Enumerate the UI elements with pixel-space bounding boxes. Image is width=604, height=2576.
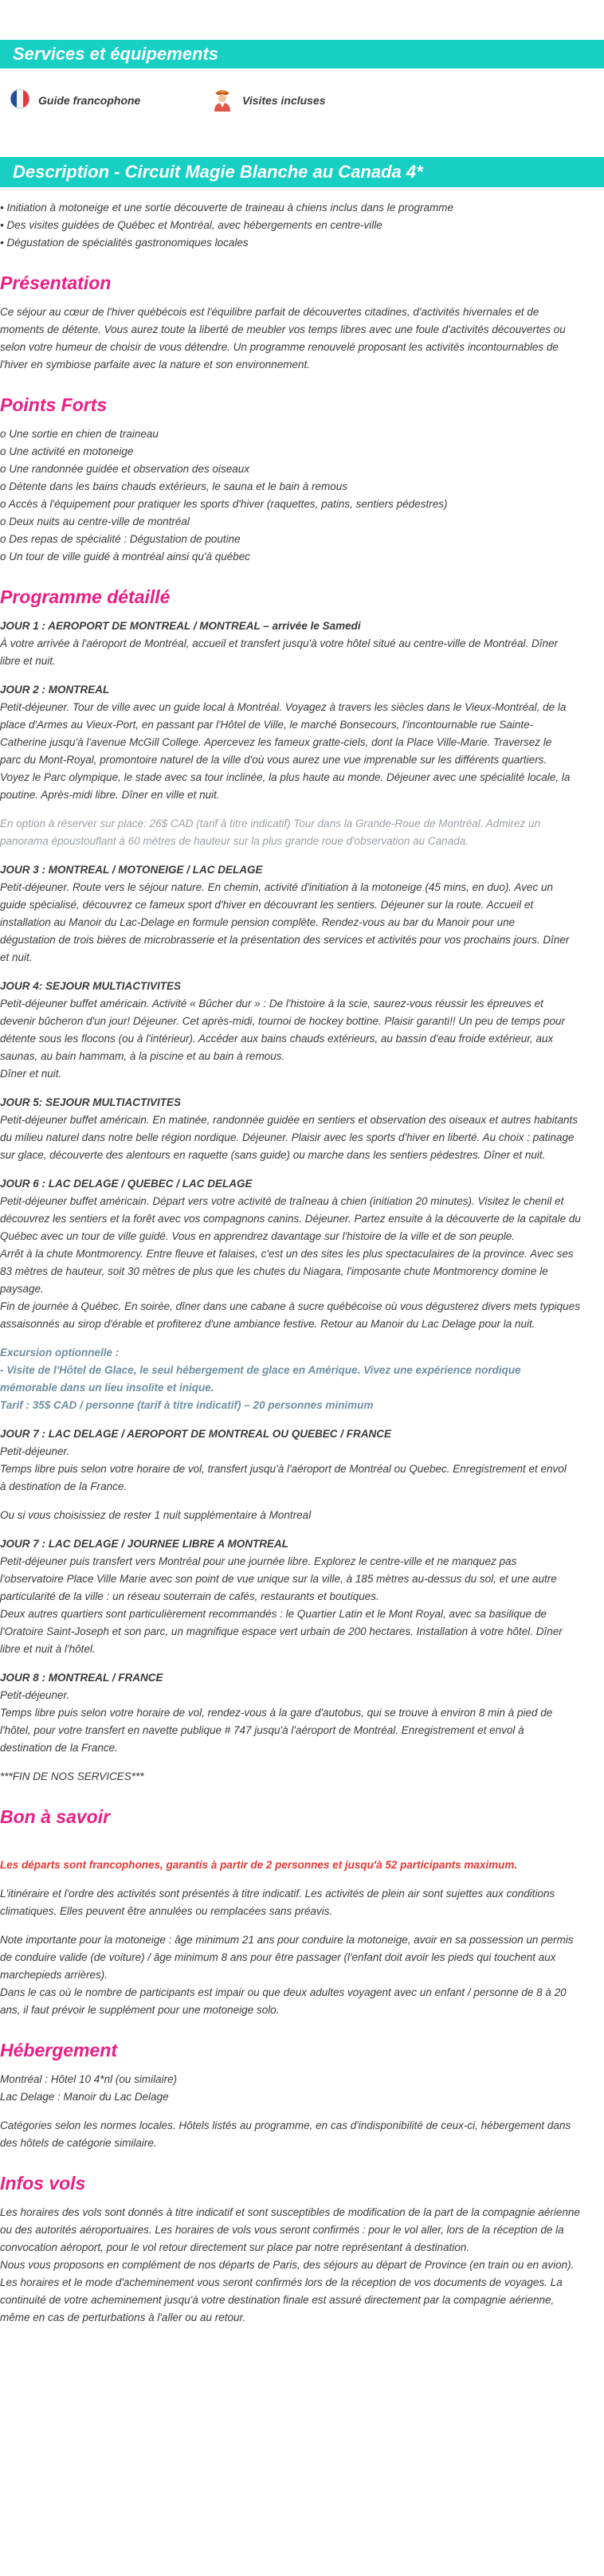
description-header: Description - Circuit Magie Blanche au Canada 4*	[0, 157, 604, 187]
alternative-note	[0, 1507, 598, 1524]
description-bullets	[0, 199, 598, 252]
text-line: Catherine jusqu'à l'avenue McGill College. Apercevez les fameux gratte-ciels, dont la Place Ville-Marie. Traversez le	[0, 736, 552, 748]
day-3	[0, 861, 598, 966]
points-forts-list	[0, 425, 598, 566]
text-line: Les horaires des vols sont donnés à titre indicatif et sont susceptibles de modification de la part de la compagnie aérienne	[0, 2206, 580, 2218]
text-line: des hôtels de catégorie similaire.	[0, 2137, 157, 2149]
day-7	[0, 1425, 598, 1496]
text-line: moments de détente. Vous aurez toute la liberté de meubler vos temps libres avec une foule d'activités découvertes ou	[0, 323, 566, 335]
text-line: libre et nuit.	[0, 655, 56, 667]
text-line: Temps libre puis selon votre horaire de vol, rendez-vous à la gare d'autobus, qui se trouve à environ 8 min à pied de	[0, 1707, 553, 1719]
infos-vols-text	[0, 2204, 598, 2327]
section-title-hebergement: Hébergement	[0, 2040, 117, 2060]
text-line: Arrêt à la chute Montmorency. Entre fleuve et falaises, c'est un des sites les plus spectaculaires de la province. Avec ses	[0, 1248, 574, 1260]
service-item-guide	[10, 84, 140, 116]
text-line: Fin de journée à Québec. En soirée, dîner dans une cabane à sucre québécoise où vous dégusterez divers mets typiques	[0, 1300, 580, 1312]
text-line: Petit-déjeuner buffet américain. Départ vers votre activité de traîneau à chien (initiation 20 minutes). Visitez le chenil et	[0, 1195, 564, 1207]
day-7-alt	[0, 1535, 598, 1658]
day-2-option	[0, 815, 598, 850]
list-item: o Une randonnée guidée et observation des oiseaux	[0, 463, 249, 475]
text-line: guide spécialisé, découvrez ce fameux sport d'hiver en découvrant les sentiers. Déjeuner sur la route. Accueil et	[0, 899, 534, 911]
day-title: JOUR 1 : AEROPORT DE MONTREAL / MONTREAL – arrivée le Samedi	[0, 620, 361, 632]
presentation-text	[0, 304, 598, 374]
section-title-points-forts: Points Forts	[0, 394, 108, 415]
text-line: Ce séjour au cœur de l'hiver québécois est l'équilibre parfait de découvertes citadines, d'activités hivernales et de	[0, 306, 539, 318]
text-line: Lac Delage : Manoir du Lac Delage	[0, 2091, 169, 2103]
text-line: Ou si vous choisissiez de rester 1 nuit supplémentaire à Montreal	[0, 1509, 312, 1521]
day-title: JOUR 6 : LAC DELAGE / QUEBEC / LAC DELAGE	[0, 1178, 253, 1190]
text-line: Petit-déjeuner.	[0, 1445, 70, 1457]
text-line: ou des autorités aéroportuaires. Les horaires de vols vous seront confirmés : pour le vol aller, lors de la réception de la	[0, 2224, 564, 2236]
day-title: JOUR 8 : MONTREAL / FRANCE	[0, 1672, 163, 1684]
text-line: parc du Mont-Royal, promontoire naturel de la ville d'où vous aurez une vue imprenable sur les différents quartiers.	[0, 754, 547, 766]
service-item-visites	[210, 84, 326, 116]
list-item: o Une sortie en chien de traineau	[0, 428, 159, 440]
text-line: Nous vous proposons en complément de nos départs de Paris, des séjours au départ de Province (en train ou en avion).	[0, 2259, 575, 2271]
list-item: o Une activité en motoneige	[0, 445, 134, 457]
text-line: et nuit.	[0, 951, 33, 963]
text-line: marchepieds arrières).	[0, 1969, 108, 1981]
text-line: Montréal : Hôtel 10 4*nl (ou similaire)	[0, 2073, 178, 2085]
text-line: Dîner et nuit.	[0, 1068, 62, 1080]
text-line: du milieu naturel dans notre belle région nordique. Déjeuner. Plaisir avec les sports d'hiver en liberté. Au choix : patinage	[0, 1131, 575, 1143]
text-line: même en cas de perturbations à l'aller ou au retour.	[0, 2311, 246, 2323]
service-label-guide: Guide francophone	[38, 94, 141, 107]
section-title-bon-a-savoir: Bon à savoir	[0, 1806, 111, 1827]
main-content	[0, 199, 604, 2338]
text-line: Petit-déjeuner. Tour de ville avec un guide local à Montréal. Voyagez à travers les siècles dans le Vieux-Montréal, de la	[0, 701, 567, 713]
text-line: paysage.	[0, 1283, 44, 1295]
text-line: place d'Armes au Vieux-Port, en passant par l'Hôtel de Ville, le marché Bonsecours, l'incontournable rue Sainte-	[0, 719, 534, 731]
text-line: 83 mètres de hauteur, soit 30 mètres de plus que les chutes du Niagara, l'imposante chute Montmorency domine le	[0, 1265, 548, 1277]
text-line: convocation aéroport, pour le vol retour directement sur place par notre représentant à destination.	[0, 2241, 470, 2253]
description-bullet: • Des visites guidées de Québec et Montréal, avec hébergements en centre-ville	[0, 219, 382, 231]
text-line: Dans le cas où le nombre de participants est impair ou que deux adultes voyagent avec un enfant / personne de 8 à 20	[0, 1986, 567, 1998]
description-bullet: • Initiation à motoneige et une sortie découverte de traineau à chiens inclus dans le programme	[0, 202, 454, 214]
list-item: o Deux nuits au centre-ville de montréal	[0, 516, 190, 527]
text-line: sur glace, découverte des alentours en raquette (sans guide) ou marche dans les sentiers pédestres. Dîner et nuit.	[0, 1149, 546, 1161]
text-line: Petit-déjeuner puis transfert vers Montréal pour une journée libre. Explorez le centre-ville et ne manquez pas	[0, 1555, 517, 1567]
text-line: installation au Manoir du Lac-Delage en formule pension complète. Rendez-vous au bar du Manoir pour une	[0, 916, 516, 928]
day-5	[0, 1094, 598, 1164]
hebergement-note	[0, 2117, 598, 2152]
service-label-visites: Visites incluses	[242, 94, 326, 107]
excursion-text: - Visite de l'Hôtel de Glace, le seul hébergement de glace en Amérique. Vivez une expérience nordique	[0, 1364, 521, 1376]
text-line: l'observatoire Place Ville Marie avec son point de vue unique sur la ville, à 185 mètres au-dessus du sol, et une autre	[0, 1573, 557, 1585]
text-line: Voyez le Parc olympique, le stade avec sa tour inclinée, la plus haute au monde. Déjeuner avec une spécialité locale, la	[0, 771, 571, 783]
excursion-text: mémorable dans un lieu insolite et inique.	[0, 1382, 214, 1394]
option-text: panorama époustouflant à 60 mètres de hauteur sur la plus grande roue d'observation au Canada.	[0, 835, 469, 847]
services-list	[10, 84, 599, 116]
text-line: selon votre humeur de choisir de vous détendre. Un programme renouvelé proposant les activités incontournables de	[0, 341, 559, 353]
text-line: L'itinéraire et l'ordre des activités sont présentés à titre indicatif. Les activités de plein air sont sujettes aux conditions	[0, 1888, 555, 1900]
text-line: Deux autres quartiers sont particulièrement recommandés : le Quartier Latin et le Mont Royal, avec sa basilique de	[0, 1608, 547, 1620]
text-line: À votre arrivée à l'aéroport de Montréal, accueil et transfert jusqu'à votre hôtel situé au centre-ville de Montréal. Dîner	[0, 637, 559, 649]
text-line: saunas, au bain hammam, à la piscine et au bain à remous.	[0, 1050, 285, 1062]
end-of-services: ***FIN DE NOS SERVICES***	[0, 1770, 144, 1782]
tour-guide-icon	[210, 85, 234, 116]
text-line: climatiques. Elles peuvent être annulées ou remplacées sans préavis.	[0, 1905, 333, 1917]
day-2	[0, 681, 598, 804]
text-line: Note importante pour la motoneige : âge minimum 21 ans pour conduire la motoneige, avoir en sa possession un permis	[0, 1934, 574, 1946]
text-line: destination de la France.	[0, 1742, 118, 1754]
text-line: Catégories selon les normes locales. Hôtels listés au programme, en cas d'indisponibilité de ceux-ci, hébergement dans	[0, 2119, 571, 2131]
day-title: JOUR 3 : MONTREAL / MOTONEIGE / LAC DELAGE	[0, 864, 263, 876]
text-line: dégustation de trois bières de microbrasserie et la présentation des services et activités pour vos prochains jours. Dîner	[0, 934, 570, 946]
day-title: JOUR 7 : LAC DELAGE / AEROPORT DE MONTREAL OU QUEBEC / FRANCE	[0, 1428, 392, 1440]
text-line: devenir bûcheron d'un jour! Déjeuner. Cet après-midi, tournoi de hockey bottine. Plaisir garanti!! Un peu de temps pour	[0, 1015, 565, 1027]
text-line: découvrez les sentiers et la forêt avec vos compagnons canins. Déjeuner. Partez ensuite à la découverte de la capitale du	[0, 1213, 581, 1225]
text-line: à destination de la France.	[0, 1480, 127, 1492]
text-line: l'hiver en symbiose parfaite avec la nature et son environnement.	[0, 359, 311, 371]
text-line: assaisonnés au sirop d'érable et profiterez d'une ambiance festive. Retour au Manoir du Lac Delage pour la nuit.	[0, 1318, 535, 1330]
description-bullet: • Dégustation de spécialités gastronomiques locales	[0, 237, 249, 249]
day-6	[0, 1175, 598, 1333]
section-title-programme: Programme détaillé	[0, 586, 171, 607]
text-line: particularité de la ville : un réseau souterrain de cafés, restaurants et boutiques.	[0, 1590, 379, 1602]
bon-a-savoir-p2	[0, 1931, 598, 2019]
text-line: Petit-déjeuner buffet américain. En matinée, randonnée guidée en sentiers et observation des oiseaux et autres habitants	[0, 1114, 578, 1126]
section-title-infos-vols: Infos vols	[0, 2173, 86, 2194]
france-flag-icon	[10, 88, 30, 113]
text-line: Les horaires et le mode d'acheminement vous seront confirmés lors de la réception de vos documents de voyages. La	[0, 2276, 563, 2288]
text-line: poutine. Après-midi libre. Dîner en ville et nuit.	[0, 789, 220, 801]
list-item: o Détente dans les bains chauds extérieurs, le sauna et le bain à remous	[0, 480, 348, 492]
text-line: Petit-déjeuner. Route vers le séjour nature. En chemin, activité d'initiation à la motoneige (45 mins, en duo). Avec un	[0, 881, 553, 893]
services-header: Services et équipements	[0, 40, 604, 69]
day-title: JOUR 2 : MONTREAL	[0, 684, 110, 696]
day-6-excursion	[0, 1344, 598, 1414]
text-line: Petit-déjeuner buffet américain. Activité « Bûcher dur » : De l'histoire à la scie, saurez-vous réussir les épreuves et	[0, 998, 543, 1010]
hebergement-list	[0, 2071, 598, 2106]
option-text: En option à réserver sur place: 26$ CAD (tarif à titre indicatif) Tour dans la Grande-Roue de Montréal. Admirez un	[0, 817, 541, 829]
section-title-presentation: Présentation	[0, 272, 112, 293]
text-line: l'hôtel, pour votre transfert en navette publique # 747 jusqu'à l'aéroport de Montréal. Enregistrement et envol à	[0, 1724, 524, 1736]
text-line: continuité de votre acheminement jusqu'à votre destination finale est assuré directement par la compagnie aérienne,	[0, 2294, 555, 2306]
departures-alert: Les départs sont francophones, garantis à partir de 2 personnes et jusqu'à 52 participants maximum.	[0, 1859, 518, 1871]
list-item: o Des repas de spécialité : Dégustation de poutine	[0, 533, 241, 545]
text-line: ans, il faut prévoir le supplément pour une motoneige solo.	[0, 2004, 280, 2016]
list-item: o Un tour de ville guidé à montréal ainsi qu'à québec	[0, 551, 251, 563]
list-item: o Accès à l'équipement pour pratiquer les sports d'hiver (raquettes, patins, sentiers pédestres)	[0, 498, 448, 510]
day-title: JOUR 4: SEJOUR MULTIACTIVITES	[0, 980, 182, 992]
day-title: JOUR 5: SEJOUR MULTIACTIVITES	[0, 1096, 182, 1108]
text-line: détente sous les flocons (ou à l'intérieur). Accéder aux bains chauds extérieurs, au bassin d'eau froide extérieur, aux	[0, 1033, 554, 1045]
day-8	[0, 1669, 598, 1757]
text-line: Québec avec un tour de ville guidé. Vous en apprendrez davantage sur l'histoire de la ville et de son peuple.	[0, 1230, 515, 1242]
text-line: de conduire valide (de voiture) / âge minimum 8 ans pour être passager (l'enfant doit avoir les pieds qui touchent aux	[0, 1951, 556, 1963]
day-title: JOUR 7 : LAC DELAGE / JOURNEE LIBRE A MONTREAL	[0, 1538, 289, 1550]
text-line: libre et nuit à l'hôtel.	[0, 1643, 96, 1655]
excursion-text: Tarif : 35$ CAD / personne (tarif à titre indicatif) – 20 personnes minimum	[0, 1399, 374, 1411]
text-line: Petit-déjeuner.	[0, 1689, 70, 1701]
day-1	[0, 618, 598, 670]
text-line: l'Oratoire Saint-Joseph et son parc, un magnifique espace vert urbain de 200 hectares. Installation à votre hôtel. Dîner	[0, 1625, 563, 1637]
bon-a-savoir-p1	[0, 1885, 598, 1920]
text-line: Temps libre puis selon votre horaire de vol, transfert jusqu'à l'aéroport de Montréal ou Quebec. Enregistrement et envol	[0, 1463, 567, 1475]
day-4	[0, 978, 598, 1083]
excursion-text: Excursion optionnelle :	[0, 1347, 120, 1359]
